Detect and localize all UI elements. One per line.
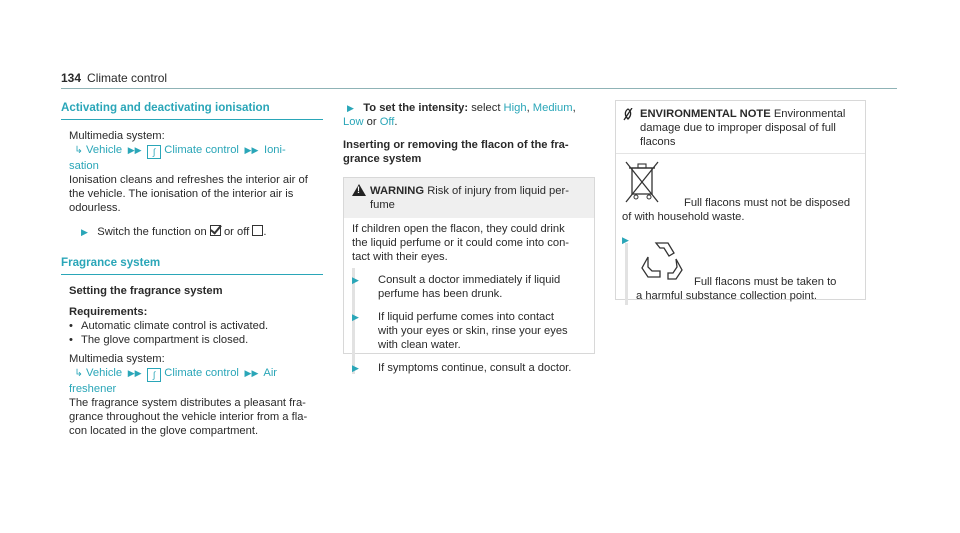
warning-box bbox=[343, 177, 595, 374]
flacon-heading: Inserting or removing the flacon of the fra- bbox=[343, 139, 569, 151]
climate-icon: ∫ bbox=[147, 145, 161, 159]
crossed-bin-icon bbox=[622, 160, 662, 206]
step-arrow-icon: ▶ bbox=[81, 227, 88, 237]
page-header-title: Climate control bbox=[87, 71, 168, 85]
ionisation-switch-step bbox=[69, 225, 323, 239]
warning-body-text: If children open the flacon, they could drink bbox=[352, 223, 565, 235]
warning-triangle-icon bbox=[352, 184, 366, 196]
requirement-item: • The glove compartment is closed. bbox=[69, 333, 323, 347]
page-number: 134 bbox=[61, 71, 82, 85]
warning-head-text-cont: fume bbox=[370, 199, 395, 211]
environmental-note-body bbox=[616, 154, 865, 307]
path-chevron-icon: ▶▶ bbox=[242, 368, 261, 378]
path-ionisation-link[interactable]: Ioni- bbox=[263, 144, 286, 156]
path-vehicle-link[interactable]: Vehicle bbox=[86, 144, 123, 156]
path-vehicle-link[interactable]: Vehicle bbox=[86, 367, 123, 379]
environment-leaf-icon bbox=[622, 108, 634, 121]
ionisation-menu-path bbox=[69, 143, 323, 159]
intensity-select-text: select bbox=[471, 102, 501, 114]
recycle-step bbox=[622, 233, 857, 307]
ionisation-heading: Activating and deactivating ionisation bbox=[61, 101, 270, 114]
option-off[interactable]: Off bbox=[379, 116, 395, 128]
environmental-note-box bbox=[615, 100, 866, 300]
step-text: with your eyes or skin, rinse your eyes bbox=[378, 325, 568, 337]
step-arrow-icon: ▶ bbox=[352, 363, 359, 373]
checkbox-checked-icon bbox=[210, 225, 221, 236]
warning-label: WARNING bbox=[370, 185, 425, 197]
warning-step bbox=[352, 310, 586, 352]
recycle-text: a harmful substance collection point. bbox=[636, 290, 817, 302]
path-climate-link[interactable]: Climate control bbox=[164, 144, 239, 156]
requirements-list bbox=[69, 319, 323, 347]
page-header bbox=[61, 71, 167, 86]
env-head-text: Environmental bbox=[773, 108, 846, 120]
step-text: Consult a doctor immediately if liquid bbox=[378, 274, 561, 286]
warning-step bbox=[352, 273, 586, 301]
step-text: If symptoms continue, consult a doctor. bbox=[378, 362, 572, 374]
path-chevron-icon: ▶▶ bbox=[125, 145, 145, 155]
climate-icon: ∫ bbox=[147, 368, 161, 382]
ionisation-section bbox=[61, 101, 323, 239]
recycling-icon bbox=[640, 239, 684, 281]
warning-body-text: tact with their eyes. bbox=[352, 251, 448, 263]
header-divider bbox=[61, 88, 897, 89]
ionisation-body bbox=[61, 129, 323, 239]
warning-head-text: Risk of injury from liquid per- bbox=[427, 185, 569, 197]
path-chevron-icon: ▶▶ bbox=[125, 368, 145, 378]
warning-body bbox=[344, 218, 594, 375]
switch-or-text: or off bbox=[223, 226, 250, 238]
step-arrow-icon: ▶ bbox=[352, 312, 359, 322]
requirements-label: Requirements: bbox=[69, 306, 148, 318]
step-text: with clean water. bbox=[378, 339, 461, 351]
option-high[interactable]: High bbox=[503, 102, 527, 114]
option-medium[interactable]: Medium bbox=[532, 102, 573, 114]
path-chevron-icon: ▶▶ bbox=[242, 145, 261, 155]
fragrance-subheading: Setting the fragrance system bbox=[69, 285, 223, 297]
fragrance-desc: The fragrance system distributes a pleasant fra- bbox=[69, 397, 306, 409]
env-head-text: damage due to improper disposal of full bbox=[640, 122, 836, 134]
path-start-icon: ↳ bbox=[69, 368, 83, 379]
fragrance-menu-path bbox=[69, 366, 323, 382]
multimedia-system-label: Multimedia system: bbox=[69, 130, 165, 142]
checkbox-unchecked-icon bbox=[252, 225, 263, 236]
ionisation-desc: the vehicle. The ionisation of the interior air is bbox=[69, 188, 294, 200]
ionisation-desc: Ionisation cleans and refreshes the interior air of bbox=[69, 174, 308, 186]
path-air-link[interactable]: Air bbox=[263, 367, 278, 379]
path-start-icon: ↳ bbox=[69, 145, 83, 156]
recycle-text: Full flacons must be taken to bbox=[694, 276, 837, 288]
step-text: perfume has been drunk. bbox=[378, 288, 503, 300]
fragrance-body bbox=[61, 284, 323, 438]
ionisation-desc: odourless. bbox=[69, 202, 121, 214]
steps-bar bbox=[625, 243, 628, 305]
intensity-section bbox=[335, 101, 595, 166]
path-ionisation-link-cont[interactable]: sation bbox=[69, 160, 99, 172]
or-text: or bbox=[366, 116, 377, 128]
flacon-heading-cont: grance system bbox=[343, 153, 422, 165]
disposal-text: Full flacons must not be disposed bbox=[684, 197, 851, 209]
step-arrow-icon: ▶ bbox=[622, 235, 629, 245]
switch-end: . bbox=[263, 226, 267, 238]
fragrance-desc: grance throughout the vehicle interior from a fla- bbox=[69, 411, 308, 423]
warning-body-text: the liquid perfume or it could come into con- bbox=[352, 237, 570, 249]
intensity-step-cont: Low or Off. bbox=[343, 116, 398, 128]
path-climate-link[interactable]: Climate control bbox=[164, 367, 239, 379]
env-head-text: flacons bbox=[640, 136, 676, 148]
step-arrow-icon: ▶ bbox=[352, 275, 359, 285]
warning-header bbox=[344, 178, 594, 218]
switch-text: Switch the function on bbox=[97, 226, 207, 238]
fragrance-heading: Fragrance system bbox=[61, 256, 161, 269]
ionisation-heading-rule bbox=[61, 119, 323, 120]
environmental-note-header bbox=[616, 101, 865, 154]
intensity-label: To set the intensity: bbox=[363, 102, 469, 114]
step-arrow-icon: ▶ bbox=[347, 103, 354, 113]
intensity-step: ▶ To set the intensity: select High, Medium, bbox=[347, 102, 576, 114]
path-air-link-cont[interactable]: freshener bbox=[69, 383, 117, 395]
step-text: If liquid perfume comes into contact bbox=[378, 311, 554, 323]
fragrance-section bbox=[61, 256, 323, 438]
multimedia-system-label: Multimedia system: bbox=[69, 353, 165, 365]
env-note-label: ENVIRONMENTAL NOTE bbox=[640, 108, 771, 120]
option-low[interactable]: Low bbox=[343, 116, 364, 128]
warning-step bbox=[352, 361, 586, 375]
requirement-item: • Automatic climate control is activated. bbox=[69, 319, 323, 333]
disposal-text: of with household waste. bbox=[622, 211, 745, 223]
fragrance-desc: con located in the glove compartment. bbox=[69, 425, 259, 437]
fragrance-heading-rule bbox=[61, 274, 323, 275]
